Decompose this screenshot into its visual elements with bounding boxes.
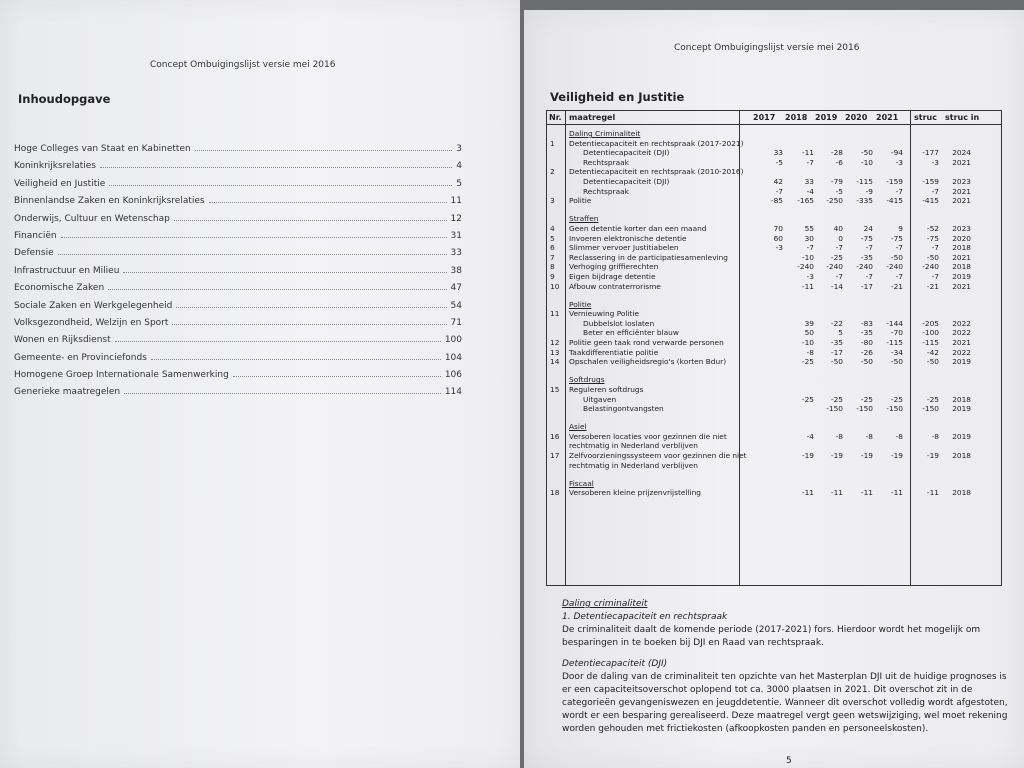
table-section-heading: Politie [569, 299, 592, 309]
col-header-2018: 2018 [785, 113, 808, 122]
value-cell: -3 [895, 157, 903, 167]
value-cell: -8 [931, 431, 939, 441]
value-cell: 2021 [952, 281, 971, 291]
value-cell: -70 [890, 328, 903, 338]
row-label: Belastingontvangsten [583, 404, 664, 414]
section-title: Veiligheid en Justitie [550, 90, 685, 104]
value-cell: -335 [856, 196, 873, 206]
toc-entry-page: 47 [450, 283, 462, 294]
value-cell: -25 [860, 394, 873, 404]
toc-entry-page: 54 [450, 300, 462, 311]
toc-leader-dots [172, 323, 446, 325]
toc-entry-label: Koninkrijksrelaties [14, 161, 96, 172]
value-cell: -7 [895, 271, 903, 281]
value-cell: -52 [926, 223, 939, 233]
row-number: 3 [550, 196, 555, 206]
row-number: 14 [550, 357, 560, 367]
value-cell: -7 [895, 186, 903, 196]
toc-entry [14, 266, 462, 283]
toc-entry-page: 100 [444, 335, 462, 346]
row-number: 12 [550, 338, 560, 347]
row-label: Geen detentie korter dan een maand [569, 223, 707, 233]
toc-entry-page: 114 [444, 387, 462, 398]
row-label: Zelfvoorzieningssysteem voor gezinnen die niet [569, 451, 747, 460]
toc-leader-dots [209, 201, 447, 203]
body-subheading: 1. Detentiecapaciteit en rechtspraak [562, 612, 728, 622]
col-header-struc-in: struc in [945, 113, 980, 122]
value-cell: 40 [833, 223, 843, 233]
value-cell: -415 [886, 196, 903, 206]
toc-entry-label: Binnenlandse Zaken en Koninkrijksrelaties [14, 196, 205, 207]
row-label: Rechtspraak [583, 186, 629, 196]
value-cell: 24 [863, 223, 873, 233]
value-cell: 2018 [952, 394, 971, 404]
value-cell: 2022 [952, 328, 971, 338]
toc-leader-dots [58, 253, 447, 255]
value-cell: -25 [890, 394, 903, 404]
value-cell: -17 [860, 281, 873, 291]
toc-entry-page: 4 [456, 161, 462, 172]
toc-entry-label: Defensie [14, 248, 54, 259]
toc-leader-dots [176, 306, 446, 308]
value-cell: 2018 [952, 243, 971, 253]
row-label: rechtmatig in Nederland verblijven [569, 441, 698, 451]
row-label: Detentiecapaciteit (DJI) [583, 177, 670, 186]
row-label: Dubbelslot loslaten [583, 318, 655, 328]
toc-entry-page: 33 [450, 248, 462, 259]
row-label: Afbouw contraterrorisme [569, 281, 661, 291]
value-cell: -50 [926, 252, 939, 262]
toc-leader-dots [108, 288, 446, 290]
toc-entry-label: Infrastructuur en Milieu [14, 265, 120, 276]
toc-entry [14, 144, 462, 161]
value-cell: -415 [922, 196, 939, 206]
value-cell: -144 [886, 318, 903, 328]
value-cell: -42 [926, 347, 939, 357]
value-cell: -14 [830, 281, 843, 291]
value-cell: 2018 [952, 262, 971, 272]
row-number: 2 [550, 167, 555, 177]
value-cell: -11 [801, 148, 814, 158]
right-page [524, 10, 1024, 768]
value-cell: 2022 [952, 318, 971, 328]
value-cell: -150 [922, 404, 939, 414]
table-section-heading: Softdrugs [569, 375, 605, 385]
value-cell: 2018 [952, 488, 971, 498]
toc-leader-dots [174, 219, 447, 221]
toc-leader-dots [124, 392, 441, 394]
toc-entry-page: 38 [450, 265, 462, 276]
row-number: 4 [550, 223, 555, 233]
value-cell: -7 [806, 243, 814, 253]
value-cell: 39 [804, 318, 814, 328]
value-cell: -25 [830, 394, 843, 404]
page-header: Concept Ombuigingslijst versie mei 2016 [150, 60, 336, 70]
value-cell: -7 [931, 186, 939, 196]
toc-leader-dots [61, 236, 447, 238]
row-number: 10 [550, 281, 560, 291]
row-label: Politie geen taak rond verwarde personen [569, 338, 724, 347]
value-cell: 0 [838, 233, 843, 243]
value-cell: -21 [926, 281, 939, 291]
value-cell: -19 [801, 451, 814, 460]
value-cell: -150 [826, 404, 843, 414]
row-label: Eigen bijdrage detentie [569, 271, 656, 281]
toc-title: Inhoudopgave [18, 92, 111, 106]
row-label: Reclassering in de participatiesamenleving [569, 252, 728, 262]
value-cell: -4 [806, 186, 814, 196]
value-cell: -100 [922, 328, 939, 338]
toc-entry [14, 214, 462, 231]
body-line: categorieën gevangeniswezen en jeugddetentie. Wanneer dit overschot volledig wordt afgestoten, [562, 698, 1008, 708]
value-cell: -7 [865, 271, 873, 281]
value-cell: -8 [865, 431, 873, 441]
row-number: 16 [550, 431, 560, 441]
value-cell: 2021 [952, 157, 971, 167]
toc-entry-page: 3 [456, 144, 462, 154]
col-header-struc: struc [914, 113, 937, 122]
row-number: 13 [550, 347, 560, 357]
measures-table [546, 110, 1002, 586]
body-section-heading: Daling criminaliteit [562, 599, 648, 609]
toc-entry-label: Financiën [14, 230, 57, 241]
row-label: Beter en efficiënter blauw [583, 328, 679, 338]
toc-entry-page: 31 [450, 230, 462, 241]
value-cell: 55 [804, 223, 814, 233]
row-label: Detentiecapaciteit en rechtspraak (2017-2021) [569, 138, 744, 148]
toc-entry-label: Economische Zaken [14, 283, 105, 294]
row-number: 1 [550, 138, 555, 148]
value-cell: 9 [898, 223, 903, 233]
col-divider [565, 111, 566, 585]
value-cell: -11 [860, 488, 873, 498]
toc-leader-dots [195, 149, 453, 151]
row-number: 5 [550, 233, 555, 243]
value-cell: -21 [890, 281, 903, 291]
value-cell: 50 [804, 328, 814, 338]
table-section-heading: Asiel [569, 422, 587, 432]
toc-entry [14, 161, 462, 178]
value-cell: -25 [830, 252, 843, 262]
toc-entry [14, 283, 462, 300]
toc-entry-label: Homogene Groep Internationale Samenwerking [14, 370, 229, 381]
value-cell: -240 [826, 262, 843, 272]
col-header-nr: Nr. [549, 113, 562, 122]
value-cell: -115 [886, 338, 903, 347]
row-label: Verhoging griffierechten [569, 262, 659, 272]
value-cell: 33 [804, 177, 814, 186]
value-cell: -3 [806, 271, 814, 281]
value-cell: 2019 [952, 357, 971, 367]
row-number: 17 [550, 451, 560, 460]
value-cell: 70 [773, 223, 783, 233]
toc-entry [14, 231, 462, 248]
value-cell: -11 [890, 488, 903, 498]
value-cell: 2021 [952, 186, 971, 196]
row-label: rechtmatig in Nederland verblijven [569, 460, 698, 470]
value-cell: -8 [895, 431, 903, 441]
toc-entry-label: Gemeente- en Provinciefonds [14, 352, 147, 363]
value-cell: -19 [830, 451, 843, 460]
value-cell: -4 [806, 431, 814, 441]
value-cell: -75 [890, 233, 903, 243]
value-cell: 2021 [952, 338, 971, 347]
body-line: Door de daling van de criminaliteit ten opzichte van het Masterplan DJI uit de huidige prognoses is [562, 672, 1007, 682]
col-header-2017: 2017 [753, 113, 776, 122]
table-of-contents [14, 144, 462, 405]
body-line: er een capaciteitsoverschot oplopend tot ca. 3000 plaatsen in 2021. Dit overschot zit in de [562, 685, 973, 695]
row-label: Uitgaven [583, 394, 617, 404]
page-number: 5 [786, 756, 792, 766]
toc-entry [14, 353, 462, 370]
toc-entry-label: Wonen en Rijksdienst [14, 335, 111, 346]
value-cell: -240 [797, 262, 814, 272]
col-header-2020: 2020 [845, 113, 868, 122]
value-cell: -50 [830, 357, 843, 367]
row-label: Opschalen veiligheidsregio's (korten Bdur) [569, 357, 727, 367]
value-cell: -50 [860, 357, 873, 367]
row-label: Slimmer vervoer Justitiabelen [569, 243, 679, 253]
value-cell: 33 [773, 148, 783, 158]
toc-entry-page: 12 [450, 213, 462, 224]
value-cell: -9 [865, 186, 873, 196]
toc-entry [14, 179, 462, 196]
body-line: worden gehouden met frictiekosten (afkoopkosten panden en personeelskosten). [562, 724, 929, 734]
value-cell: -50 [926, 357, 939, 367]
row-number: 11 [550, 309, 560, 319]
row-number: 18 [550, 488, 560, 498]
value-cell: 2019 [952, 431, 971, 441]
value-cell: -25 [801, 357, 814, 367]
value-cell: 30 [804, 233, 814, 243]
value-cell: -35 [830, 338, 843, 347]
toc-entry-page: 106 [444, 370, 462, 381]
toc-entry [14, 335, 462, 352]
value-cell: -177 [922, 148, 939, 158]
row-number: 9 [550, 271, 555, 281]
row-number: 6 [550, 243, 555, 253]
value-cell: 2024 [952, 148, 971, 158]
body-line: De criminaliteit daalt de komende periode (2017-2021) fors. Hierdoor wordt het mogelijk om [562, 625, 981, 635]
toc-leader-dots [109, 184, 452, 186]
value-cell: -50 [890, 357, 903, 367]
value-cell: -159 [922, 177, 939, 186]
toc-entry [14, 387, 462, 404]
row-number: 7 [550, 252, 555, 262]
value-cell: 2019 [952, 271, 971, 281]
toc-entry-page: 104 [444, 352, 462, 363]
row-label: Versoberen kleine prijzenvrijstelling [569, 488, 701, 498]
value-cell: -7 [865, 243, 873, 253]
value-cell: -115 [856, 177, 873, 186]
value-cell: -5 [775, 157, 783, 167]
value-cell: -150 [856, 404, 873, 414]
value-cell: -11 [801, 281, 814, 291]
toc-leader-dots [123, 271, 446, 273]
value-cell: -8 [806, 347, 814, 357]
value-cell: -75 [860, 233, 873, 243]
value-cell: -165 [797, 196, 814, 206]
value-cell: 2023 [952, 223, 971, 233]
value-cell: -19 [926, 451, 939, 460]
toc-entry [14, 370, 462, 387]
value-cell: -240 [922, 262, 939, 272]
toc-leader-dots [100, 166, 452, 168]
col-divider [739, 111, 740, 585]
value-cell: 2021 [952, 196, 971, 206]
value-cell: -25 [801, 394, 814, 404]
toc-entry-page: 71 [450, 317, 462, 328]
value-cell: -7 [931, 243, 939, 253]
value-cell: -75 [926, 233, 939, 243]
toc-leader-dots [151, 358, 441, 360]
value-cell: -115 [922, 338, 939, 347]
toc-entry-label: Generieke maatregelen [14, 387, 121, 398]
row-label: Rechtspraak [583, 157, 629, 167]
col-header-2019: 2019 [815, 113, 838, 122]
row-label: Versoberen locaties voor gezinnen die niet [569, 431, 727, 441]
row-label: Taakdifferentiatie politie [569, 347, 659, 357]
col-header-2021: 2021 [876, 113, 899, 122]
table-section-heading: Fiscaal [569, 478, 594, 488]
value-cell: -35 [860, 252, 873, 262]
row-label: Vernieuwing Politie [569, 309, 640, 319]
value-cell: -28 [830, 148, 843, 158]
value-cell: -7 [895, 243, 903, 253]
col-header-maatregel: maatregel [569, 113, 616, 122]
value-cell: -34 [890, 347, 903, 357]
toc-entry-label: Volksgezondheid, Welzijn en Sport [14, 317, 169, 328]
header-divider [547, 124, 1001, 125]
value-cell: -150 [886, 404, 903, 414]
value-cell: -7 [806, 157, 814, 167]
value-cell: -7 [931, 271, 939, 281]
row-number: 15 [550, 384, 560, 394]
value-cell: -3 [931, 157, 939, 167]
value-cell: -80 [860, 338, 873, 347]
value-cell: 2019 [952, 404, 971, 414]
value-cell: -8 [835, 431, 843, 441]
value-cell: -3 [775, 243, 783, 253]
value-cell: 2023 [952, 177, 971, 186]
value-cell: -11 [830, 488, 843, 498]
toc-entry-label: Onderwijs, Cultuur en Wetenschap [14, 213, 170, 224]
value-cell: -10 [801, 252, 814, 262]
value-cell: -7 [835, 243, 843, 253]
value-cell: -22 [830, 318, 843, 328]
toc-leader-dots [233, 375, 441, 377]
value-cell: -25 [926, 394, 939, 404]
value-cell: 2021 [952, 252, 971, 262]
value-cell: 2020 [952, 233, 971, 243]
body-subheading: Detentiecapaciteit (DJI) [562, 659, 668, 669]
row-number: 8 [550, 262, 555, 272]
value-cell: -50 [860, 148, 873, 158]
value-cell: -79 [830, 177, 843, 186]
toc-entry-page: 5 [456, 178, 462, 189]
value-cell: -250 [826, 196, 843, 206]
toc-entry [14, 196, 462, 213]
value-cell: 2022 [952, 347, 971, 357]
page-header: Concept Ombuigingslijst versie mei 2016 [674, 43, 860, 53]
toc-entry [14, 318, 462, 335]
row-label: Detentiecapaciteit en rechtspraak (2010-2016) [569, 167, 744, 177]
value-cell: -19 [860, 451, 873, 460]
value-cell: -6 [835, 157, 843, 167]
value-cell: -19 [890, 451, 903, 460]
value-cell: -94 [890, 148, 903, 158]
row-label: Detentiecapaciteit (DJI) [583, 148, 670, 158]
body-line: wordt er een besparing gerealiseerd. Deze maatregel vergt geen wetswijziging, wel moet rekening [562, 711, 1008, 721]
value-cell: -11 [801, 488, 814, 498]
toc-entry [14, 248, 462, 265]
value-cell: -159 [886, 177, 903, 186]
value-cell: -83 [860, 318, 873, 328]
value-cell: 60 [773, 233, 783, 243]
value-cell: -7 [835, 271, 843, 281]
row-label: Invoeren elektronische detentie [569, 233, 687, 243]
value-cell: 5 [838, 328, 843, 338]
value-cell: -10 [860, 157, 873, 167]
table-section-heading: Straffen [569, 214, 599, 224]
value-cell: -10 [801, 338, 814, 347]
toc-entry-label: Sociale Zaken en Werkgelegenheid [14, 300, 173, 311]
row-label: Politie [569, 196, 592, 206]
value-cell: -205 [922, 318, 939, 328]
value-cell: 42 [773, 177, 783, 186]
toc-entry-label: Veiligheid en Justitie [14, 178, 106, 189]
value-cell: -240 [886, 262, 903, 272]
value-cell: 2018 [952, 451, 971, 460]
body-line: besparingen in te boeken bij DJI en Raad van rechtspraak. [562, 638, 824, 648]
toc-entry-page: 11 [450, 196, 462, 207]
value-cell: -5 [835, 186, 843, 196]
value-cell: -85 [770, 196, 783, 206]
toc-entry-label: Hoge Colleges van Staat en Kabinetten [14, 144, 191, 154]
value-cell: -7 [775, 186, 783, 196]
value-cell: -50 [890, 252, 903, 262]
row-label: Reguleren softdrugs [569, 384, 644, 394]
toc-entry [14, 301, 462, 318]
value-cell: -240 [856, 262, 873, 272]
value-cell: -35 [860, 328, 873, 338]
value-cell: -17 [830, 347, 843, 357]
value-cell: -26 [860, 347, 873, 357]
value-cell: -11 [926, 488, 939, 498]
toc-leader-dots [115, 340, 441, 342]
table-section-heading: Daling Criminaliteit [569, 129, 641, 138]
